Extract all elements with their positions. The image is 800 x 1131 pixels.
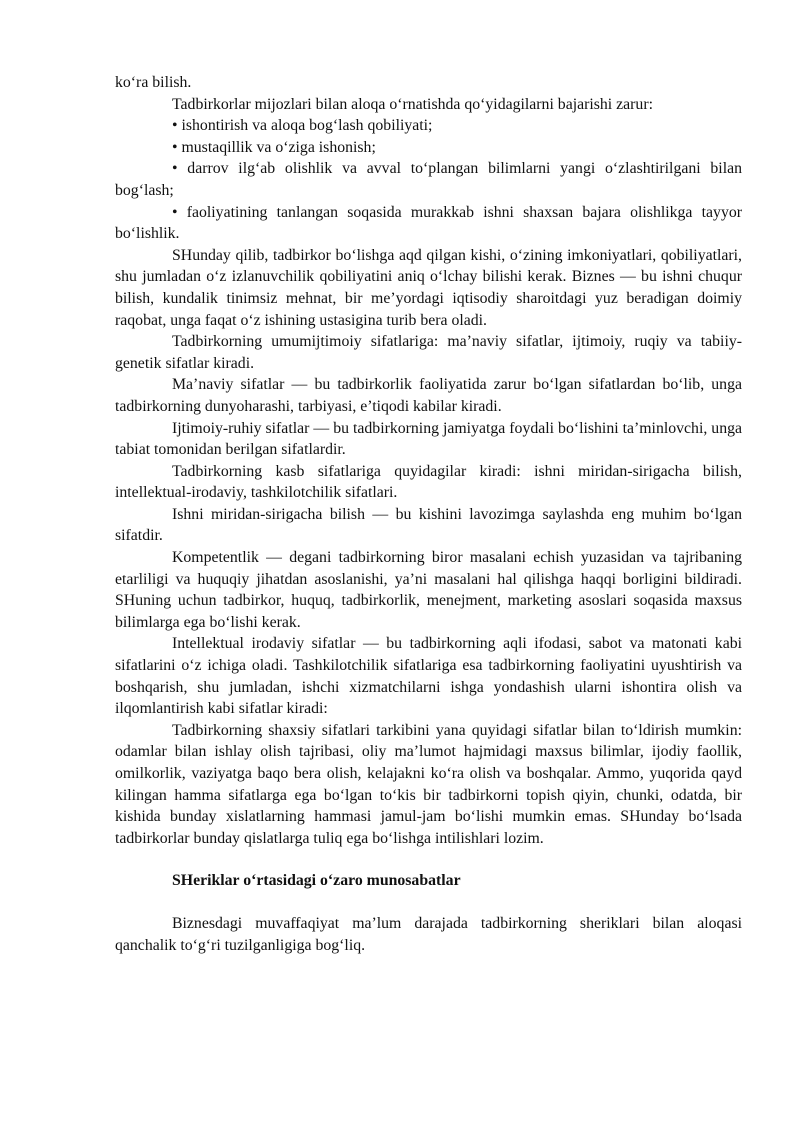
intro-paragraph: Tadbirkorlar mijozlari bilan aloqa o‘rnatishda qo‘yidagilarni bajarishi zarur: — [172, 95, 653, 113]
body-paragraph: Intellektual irodaviy sifatlar — bu tadbirkorning aqli ifodasi, sabot va matonati kabi sifatlarini o‘z ichiga oladi. Tashkilotchilik sifatlariga esa tadbirkorning faoliyatini uyushtirish va boshqarish, shu jumladan, ishchi xizmatchilarni ishga yondashish ularni ishontira olish va ilqomlantirish kabi sifatlar kiradi: — [115, 635, 742, 718]
continued-paragraph: ko‘ra bilish. — [115, 74, 192, 91]
body-paragraph: Ishni miridan-sirigacha bilish — bu kishini lavozimga saylashda eng muhim bo‘lgan sifatdir. — [115, 505, 742, 545]
body-paragraph: Kompetentlik — degani tadbirkorning biror masalani echish yuzasidan va tajribaning etarliligi va huquqiy jihatdan asoslanishi, ya’ni masalani hal qilishga haqqi borligini bildiradi. SHuning uchun tadbirkor, huquq, tadbirkorlik, menejment, marketing asoslari soqasida maxsus bilimlarga ega bo‘lishi kerak. — [115, 549, 742, 631]
body-paragraph: SHunday qilib, tadbirkor bo‘lishga aqd qilgan kishi, o‘zining imkoniyatlari, qobiliyatlari, shu jumladan o‘z izlanuvchilik qobiliyatini aniq o‘lchay bilishi kerak. Biznes — bu ishni chuqur bilish, kundalik tinimsiz mehnat, bir me’yordagi iqtisodiy sharoitdagi yuz beradigan doimiy raqobat, unga faqat o‘z ishining ustasigina turib bera oladi. — [115, 246, 742, 329]
document-page — [115, 72, 742, 956]
closing-paragraph: Biznesdagi muvaffaqiyat ma’lum darajada tadbirkorning sheriklari bilan aloqasi qanchalik to‘g‘ri tuzilganligiga bog‘liq. — [115, 914, 742, 954]
body-paragraph: Tadbirkorning shaxsiy sifatlari tarkibini yana quyidagi sifatlar bilan to‘ldirish mumkin: odamlar bilan ishlay olish tajribasi, oliy ma’lumot hajmidagi maxsus bilimlar, ijodiy faollik, omilkorlik, vaziyatga baqo bera olish, kelajakni ko‘ra olish va boshqalar. Ammo, yuqorida qayd kilingan hamma sifatlarga ega bo‘lgan to‘kis bir tadbirkorni topish qiyin, chunki, odatda, bir kishida bunday xislatlarning hammasi jamul-jam bo‘lishi mumkin emas. SHunday bo‘lsada tadbirkorlar bunday qislatlarga tuliq ega bo‘lishga intilishlari lozim. — [115, 721, 742, 847]
body-paragraph: Tadbirkorning umumijtimoiy sifatlariga: ma’naviy sifatlar, ijtimoiy, ruqiy va tabiiy-genetik sifatlar kiradi. — [115, 333, 742, 372]
bullet-item: • faoliyatining tanlangan soqasida murakkab ishni shaxsan bajara olishlikga tayyor bo‘lishlik. — [115, 203, 742, 243]
section-heading: SHeriklar o‘rtasidagi o‘zaro munosabatlar — [172, 872, 461, 890]
bullet-item: • darrov ilg‘ab olishlik va avval to‘plangan bilimlarni yangi o‘zlashtirilgani bilan bog‘lash; — [115, 160, 742, 199]
body-paragraph: Tadbirkorning kasb sifatlariga quyidagilar kiradi: ishni miridan-sirigacha bilish, intellektual-irodaviy, tashkilotchilik sifatlari. — [115, 462, 742, 502]
bullet-item: • mustaqillik va o‘ziga ishonish; — [172, 138, 376, 156]
bullet-item: • ishontirish va aloqa bog‘lash qobiliyati; — [172, 117, 433, 135]
body-paragraph: Ijtimoiy-ruhiy sifatlar — bu tadbirkorning jamiyatga foydali bo‘lishini ta’minlovchi, unga tabiat tomonidan berilgan sifatlardir. — [115, 419, 742, 459]
body-paragraph: Ma’naviy sifatlar — bu tadbirkorlik faoliyatida zarur bo‘lgan sifatlardan bo‘lib, unga tadbirkorning dunyoharashi, tarbiyasi, e’tiqodi kabilar kiradi. — [115, 376, 742, 415]
